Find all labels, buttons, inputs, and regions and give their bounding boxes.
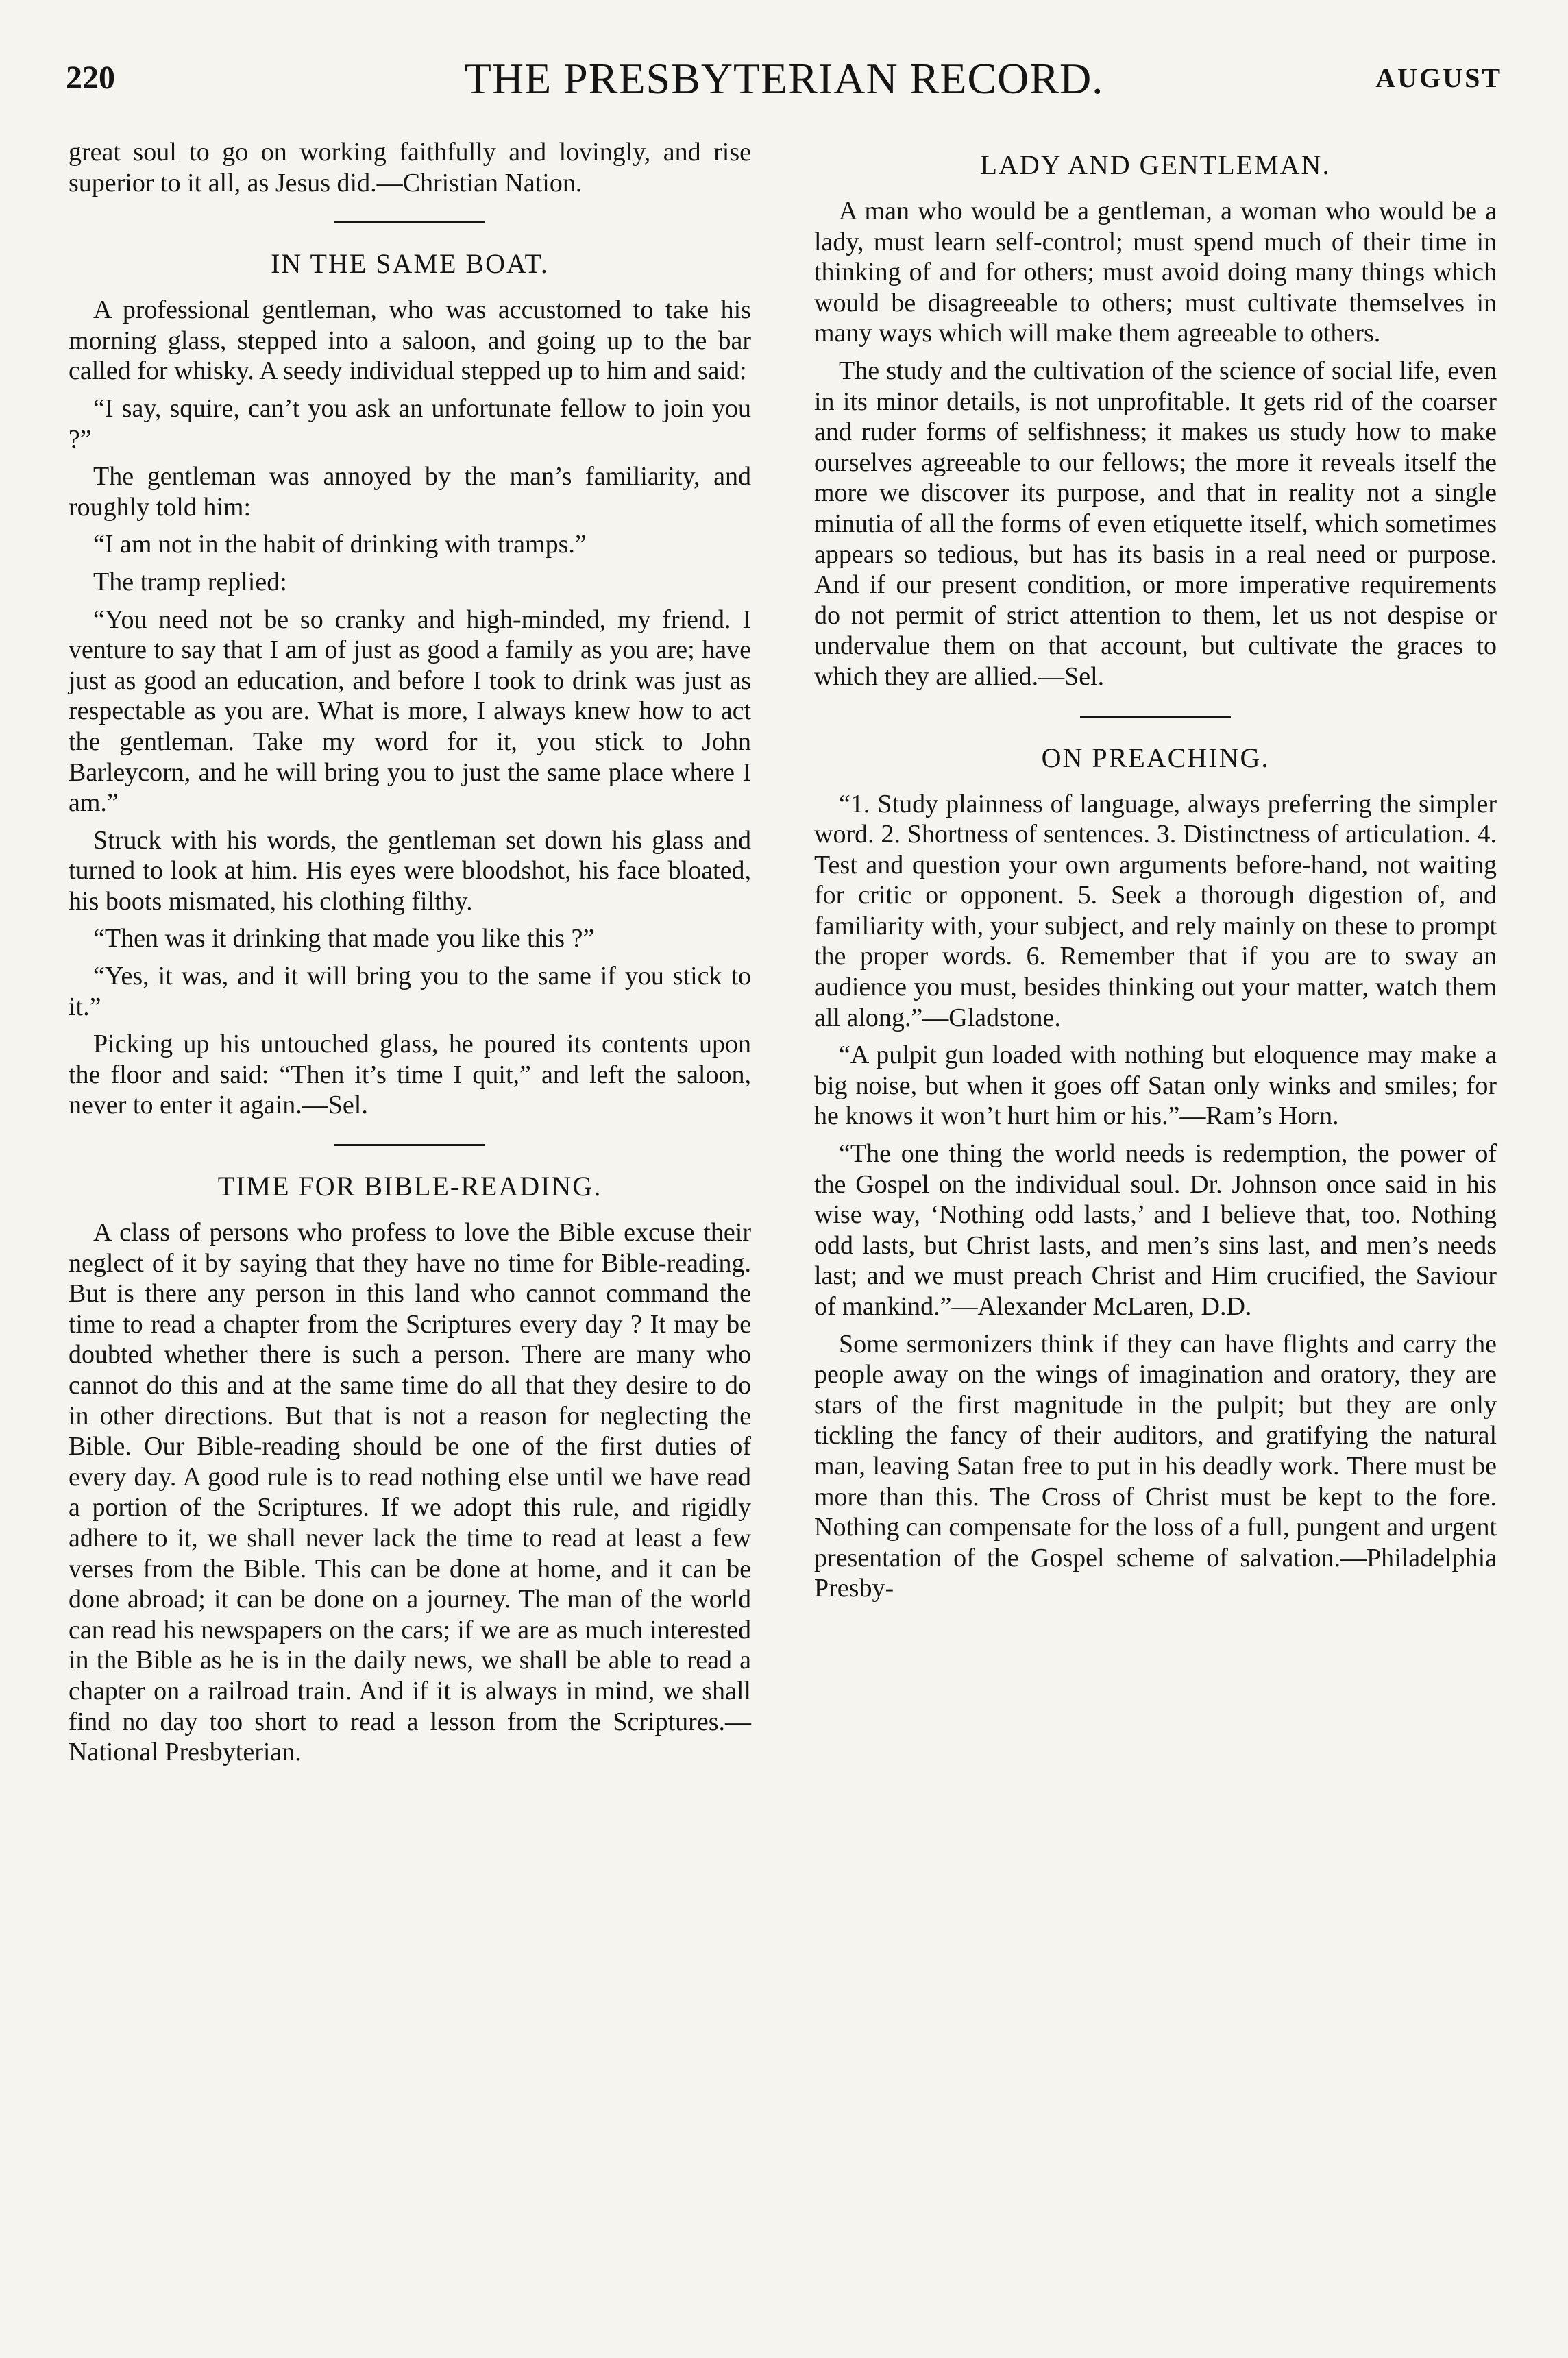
section-divider (334, 1144, 485, 1146)
article-paragraph: Picking up his untouched glass, he poured its contents upon the floor and said: “Then it’s time I quit,” and left the saloon, never to enter it again.—Sel. (69, 1030, 751, 1120)
article-heading: ON PREACHING. (1041, 742, 1270, 773)
article-paragraph: A man who would be a gentleman, a woman who would be a lady, must learn self-control; must spend much of their time in thinking of and for others; must avoid doing many things which would be disagreeable to others; must cultivate themselves in many ways which will make them agreeable to others. (814, 197, 1497, 348)
article-paragraph: The tramp replied: (93, 567, 287, 596)
article-heading: IN THE SAME BOAT. (271, 248, 549, 280)
article-paragraph: The gentleman was annoyed by the man’s familiarity, and roughly told him: (69, 462, 751, 522)
article-paragraph: “A pulpit gun loaded with nothing but eloquence may make a big noise, but when it goes off Satan only winks and smiles; for he knows it won’t hurt him or his.”—Ram’s Horn. (814, 1041, 1497, 1131)
publication-title: THE PRESBYTERIAN RECORD. (464, 54, 1104, 103)
article-paragraph: “Then was it drinking that made you like this ?” (93, 924, 595, 953)
article-paragraph: A class of persons who profess to love the Bible excuse their neglect of it by saying that they have no time for Bible-reading. But is there any person in this land who cannot command the time to read a chapter from the Scriptures every day ? It may be doubted whether there is such a person. There are many who cannot do this and at the same time do all that they desire to do in other directions. But that is not a reason for neglecting the Bible. Our Bible-reading should be one of the first duties of every day. A good rule is to read nothing else until we have read a portion of the Scriptures. If we adopt this rule, and rigidly adhere to it, we shall never lack the time to read at least a few verses from the Bible. This can be done at home, and it can be done abroad; it can be done on a journey. The man of the world can read his newspapers on the cars; if we are as much interested in the Bible as he is in the daily news, we shall be able to read a chapter on a railroad train. And if it is always in mind, we shall find no day too short to read a lesson from the Scriptures.—National Presbyterian. (69, 1218, 751, 1767)
right-column (814, 137, 1497, 1611)
article-bible-reading (69, 1169, 751, 1768)
article-heading: LADY AND GENTLEMAN. (980, 149, 1331, 180)
article-paragraph: A professional gentleman, who was accustomed to take his morning glass, stepped into a saloon, and going up to the bar called for whisky. A seedy individual stepped up to him and said: (69, 295, 751, 386)
page-number: 220 (66, 60, 115, 96)
article-paragraph: “The one thing the world needs is redemption, the power of the Gospel on the individual soul. Dr. Johnson once said in his wise way, ‘Nothing odd lasts,’ and I believe that, too. Nothing odd lasts, but Christ lasts, and men’s sins last, and men’s needs last; and we must preach Christ and Him crucified, the Saviour of mankind.”—Alexander McLaren, D.D. (814, 1139, 1497, 1321)
section-divider (1080, 716, 1231, 718)
issue-month: AUGUST (1375, 62, 1502, 93)
article-paragraph: Struck with his words, the gentleman set down his glass and turned to look at him. His eyes were bloodshot, his face bloated, his boots mismated, his clothing filthy. (69, 825, 751, 916)
continued-paragraph: great soul to go on working faithfully and lovingly, and rise superior to it all, as Jesus did.—Christian Nation. (69, 138, 751, 197)
article-same-boat (69, 247, 751, 1121)
page-header (66, 53, 1502, 115)
article-paragraph: “I am not in the habit of drinking with tramps.” (93, 530, 587, 559)
article-heading: TIME FOR BIBLE-READING. (217, 1171, 602, 1202)
article-on-preaching (814, 741, 1497, 1604)
article-paragraph: “Yes, it was, and it will bring you to the same if you stick to it.” (69, 962, 751, 1021)
left-column (69, 137, 751, 1775)
article-paragraph: “1. Study plainness of language, always preferring the simpler word. 2. Shortness of sentences. 3. Distinctness of articulation. 4. Test and question your own arguments before-hand, not waiting for critic or opponent. 5. Seek a thorough digestion of, and familiarity with, your subject, and rely mainly on these to prompt the proper words. 6. Remember that if you are to sway an audience you must, besides thinking out your matter, watch them all along.”—Gladstone. (814, 789, 1497, 1032)
article-lady-gentleman (814, 148, 1497, 692)
article-paragraph: “You need not be so cranky and high-minded, my friend. I venture to say that I am of just as good a family as you are; have just as good an education, and before I took to drink was just as respectable as you are. What is more, I always knew how to act the gentleman. Take my word for it, you stick to John Barleycorn, and he will bring you to just the same place where I am.” (69, 605, 751, 818)
article-paragraph: “I say, squire, can’t you ask an unfortunate fellow to join you ?” (69, 393, 751, 454)
section-divider (334, 221, 485, 223)
article-paragraph: The study and the cultivation of the science of social life, even in its minor details, is not unprofitable. It gets rid of the coarser and ruder forms of selfishness; it makes us study how to make ourselves agreeable to our fellows; the more it reveals itself the more we discover its purpose, and that in reality not a single minutia of all the forms of even etiquette itself, which sometimes appears so tedious, but has its basis in a real need or purpose. And if our present condition, or more imperative requirements do not permit of strict attention to them, let us not despise or undervalue them on that account, but cultivate the graces to which they are allied.—Sel. (814, 356, 1497, 691)
article-paragraph: Some sermonizers think if they can have flights and carry the people away on the wings of imagination and oratory, they are stars of the first magnitude in the pulpit; but they are only tickling the fancy of their auditors, and gratifying the natural man, leaving Satan free to put in his deadly work. There must be more than this. The Cross of Christ must be kept to the fore. Nothing can compensate for the loss of a full, pungent and urgent presentation of the Gospel scheme of salvation.—Philadelphia Presby- (814, 1329, 1497, 1603)
